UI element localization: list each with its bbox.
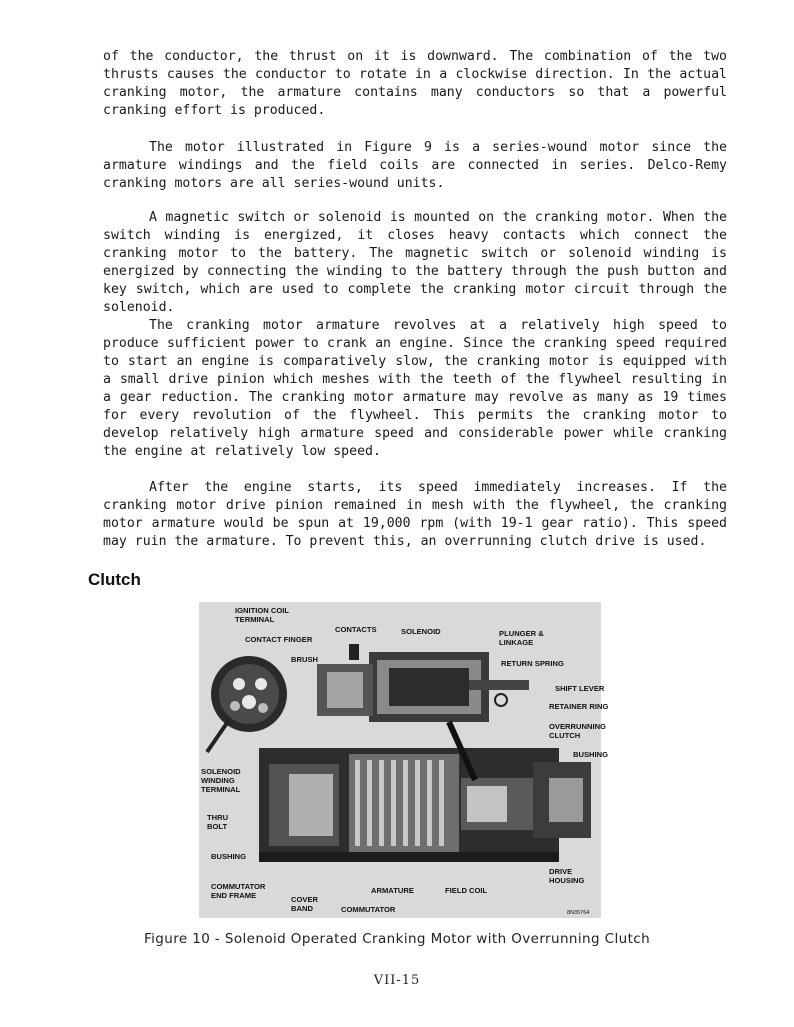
label-thru-bolt-1: THRU — [207, 813, 229, 822]
paragraph-3: A magnetic switch or solenoid is mounted on the cranking motor. When the switch winding is energized, it closes heavy contacts which connect the cranking motor to the battery. The magnetic switch or solenoid winding is energized by connecting the winding to the battery through the push button and key switch, which are used to complete the cranking motor circuit through the solenoid. — [103, 210, 727, 315]
label-bushing-left: BUSHING — [211, 852, 247, 861]
label-solenoid-winding-terminal-1: SOLENOID — [201, 767, 241, 776]
label-brush: BRUSH — [291, 655, 319, 664]
cranking-motor-illustration — [199, 602, 609, 918]
label-field-coil: FIELD COIL — [445, 886, 488, 895]
label-cover-band-1: COVER — [291, 895, 319, 904]
label-overrunning-clutch-1: OVERRUNNING — [549, 722, 606, 731]
label-commutator-end-frame-2: END FRAME — [211, 891, 257, 900]
page-number: VII-15 — [373, 973, 421, 988]
label-cover-band-2: BAND — [291, 904, 313, 913]
label-contact-finger: CONTACT FINGER — [245, 635, 313, 644]
label-bushing-right: BUSHING — [573, 750, 609, 759]
label-solenoid: SOLENOID — [401, 627, 441, 636]
label-solenoid-winding-terminal-3: TERMINAL — [201, 785, 241, 794]
section-heading: Clutch — [88, 570, 141, 589]
label-shift-lever: SHIFT LEVER — [555, 684, 605, 693]
paragraph-1: of the conductor, the thrust on it is downward. The combination of the two thrusts causes the conductor to rotate in a clockwise direction. In the actual cranking motor, the armature contains many conductors so that a powerful cranking effort is produced. — [103, 49, 727, 118]
label-contacts: CONTACTS — [335, 625, 377, 634]
label-plunger-linkage-2: LINKAGE — [499, 638, 534, 647]
label-overrunning-clutch-2: CLUTCH — [549, 731, 581, 740]
label-commutator: COMMUTATOR — [341, 905, 396, 914]
figure-caption: Figure 10 - Solenoid Operated Cranking Motor with Overrunning Clutch — [143, 931, 651, 947]
label-plunger-linkage-1: PLUNGER & — [499, 629, 544, 638]
paragraph-4: The cranking motor armature revolves at a relatively high speed to produce sufficient power to crank an engine. Since the cranking speed required to start an engine is comparatively slow, the cranking motor is equipped with a small drive pinion which meshes with the teeth of the flywheel resulting in a gear reduction. The cranking motor armature may revolve as many as 19 times for every revolution of the flywheel. This permits the cranking motor to develop relatively high armature speed and considerable power while cranking the engine at relatively low speed. — [103, 318, 727, 459]
paragraph-5: After the engine starts, its speed immediately increases. If the cranking motor drive pinion remained in mesh with the flywheel, the cranking motor armature would be spun at 19,000 rpm (with 19-1 gear ratio). This speed may ruin the armature. To prevent this, an overrunning clutch drive is used. — [103, 480, 727, 549]
label-armature: ARMATURE — [371, 886, 414, 895]
label-commutator-end-frame-1: COMMUTATOR — [211, 882, 266, 891]
label-solenoid-winding-terminal-2: WINDING — [201, 776, 235, 785]
paragraph-2: The motor illustrated in Figure 9 is a series-wound motor since the armature windings and the field coils are connected in series. Delco-Remy cranking motors are all series-wound units. — [103, 140, 727, 191]
cranking-motor-figure — [199, 602, 609, 918]
label-retainer-ring: RETAINER RING — [549, 702, 609, 711]
label-drive-housing-1: DRIVE — [549, 867, 573, 876]
label-return-spring: RETURN SPRING — [501, 659, 564, 668]
label-image-code: 8N35764 — [567, 910, 590, 916]
label-ignition-coil-terminal-2: TERMINAL — [235, 615, 275, 624]
label-ignition-coil-terminal-1: IGNITION COIL — [235, 606, 289, 615]
label-thru-bolt-2: BOLT — [207, 822, 228, 831]
label-drive-housing-2: HOUSING — [549, 876, 585, 885]
